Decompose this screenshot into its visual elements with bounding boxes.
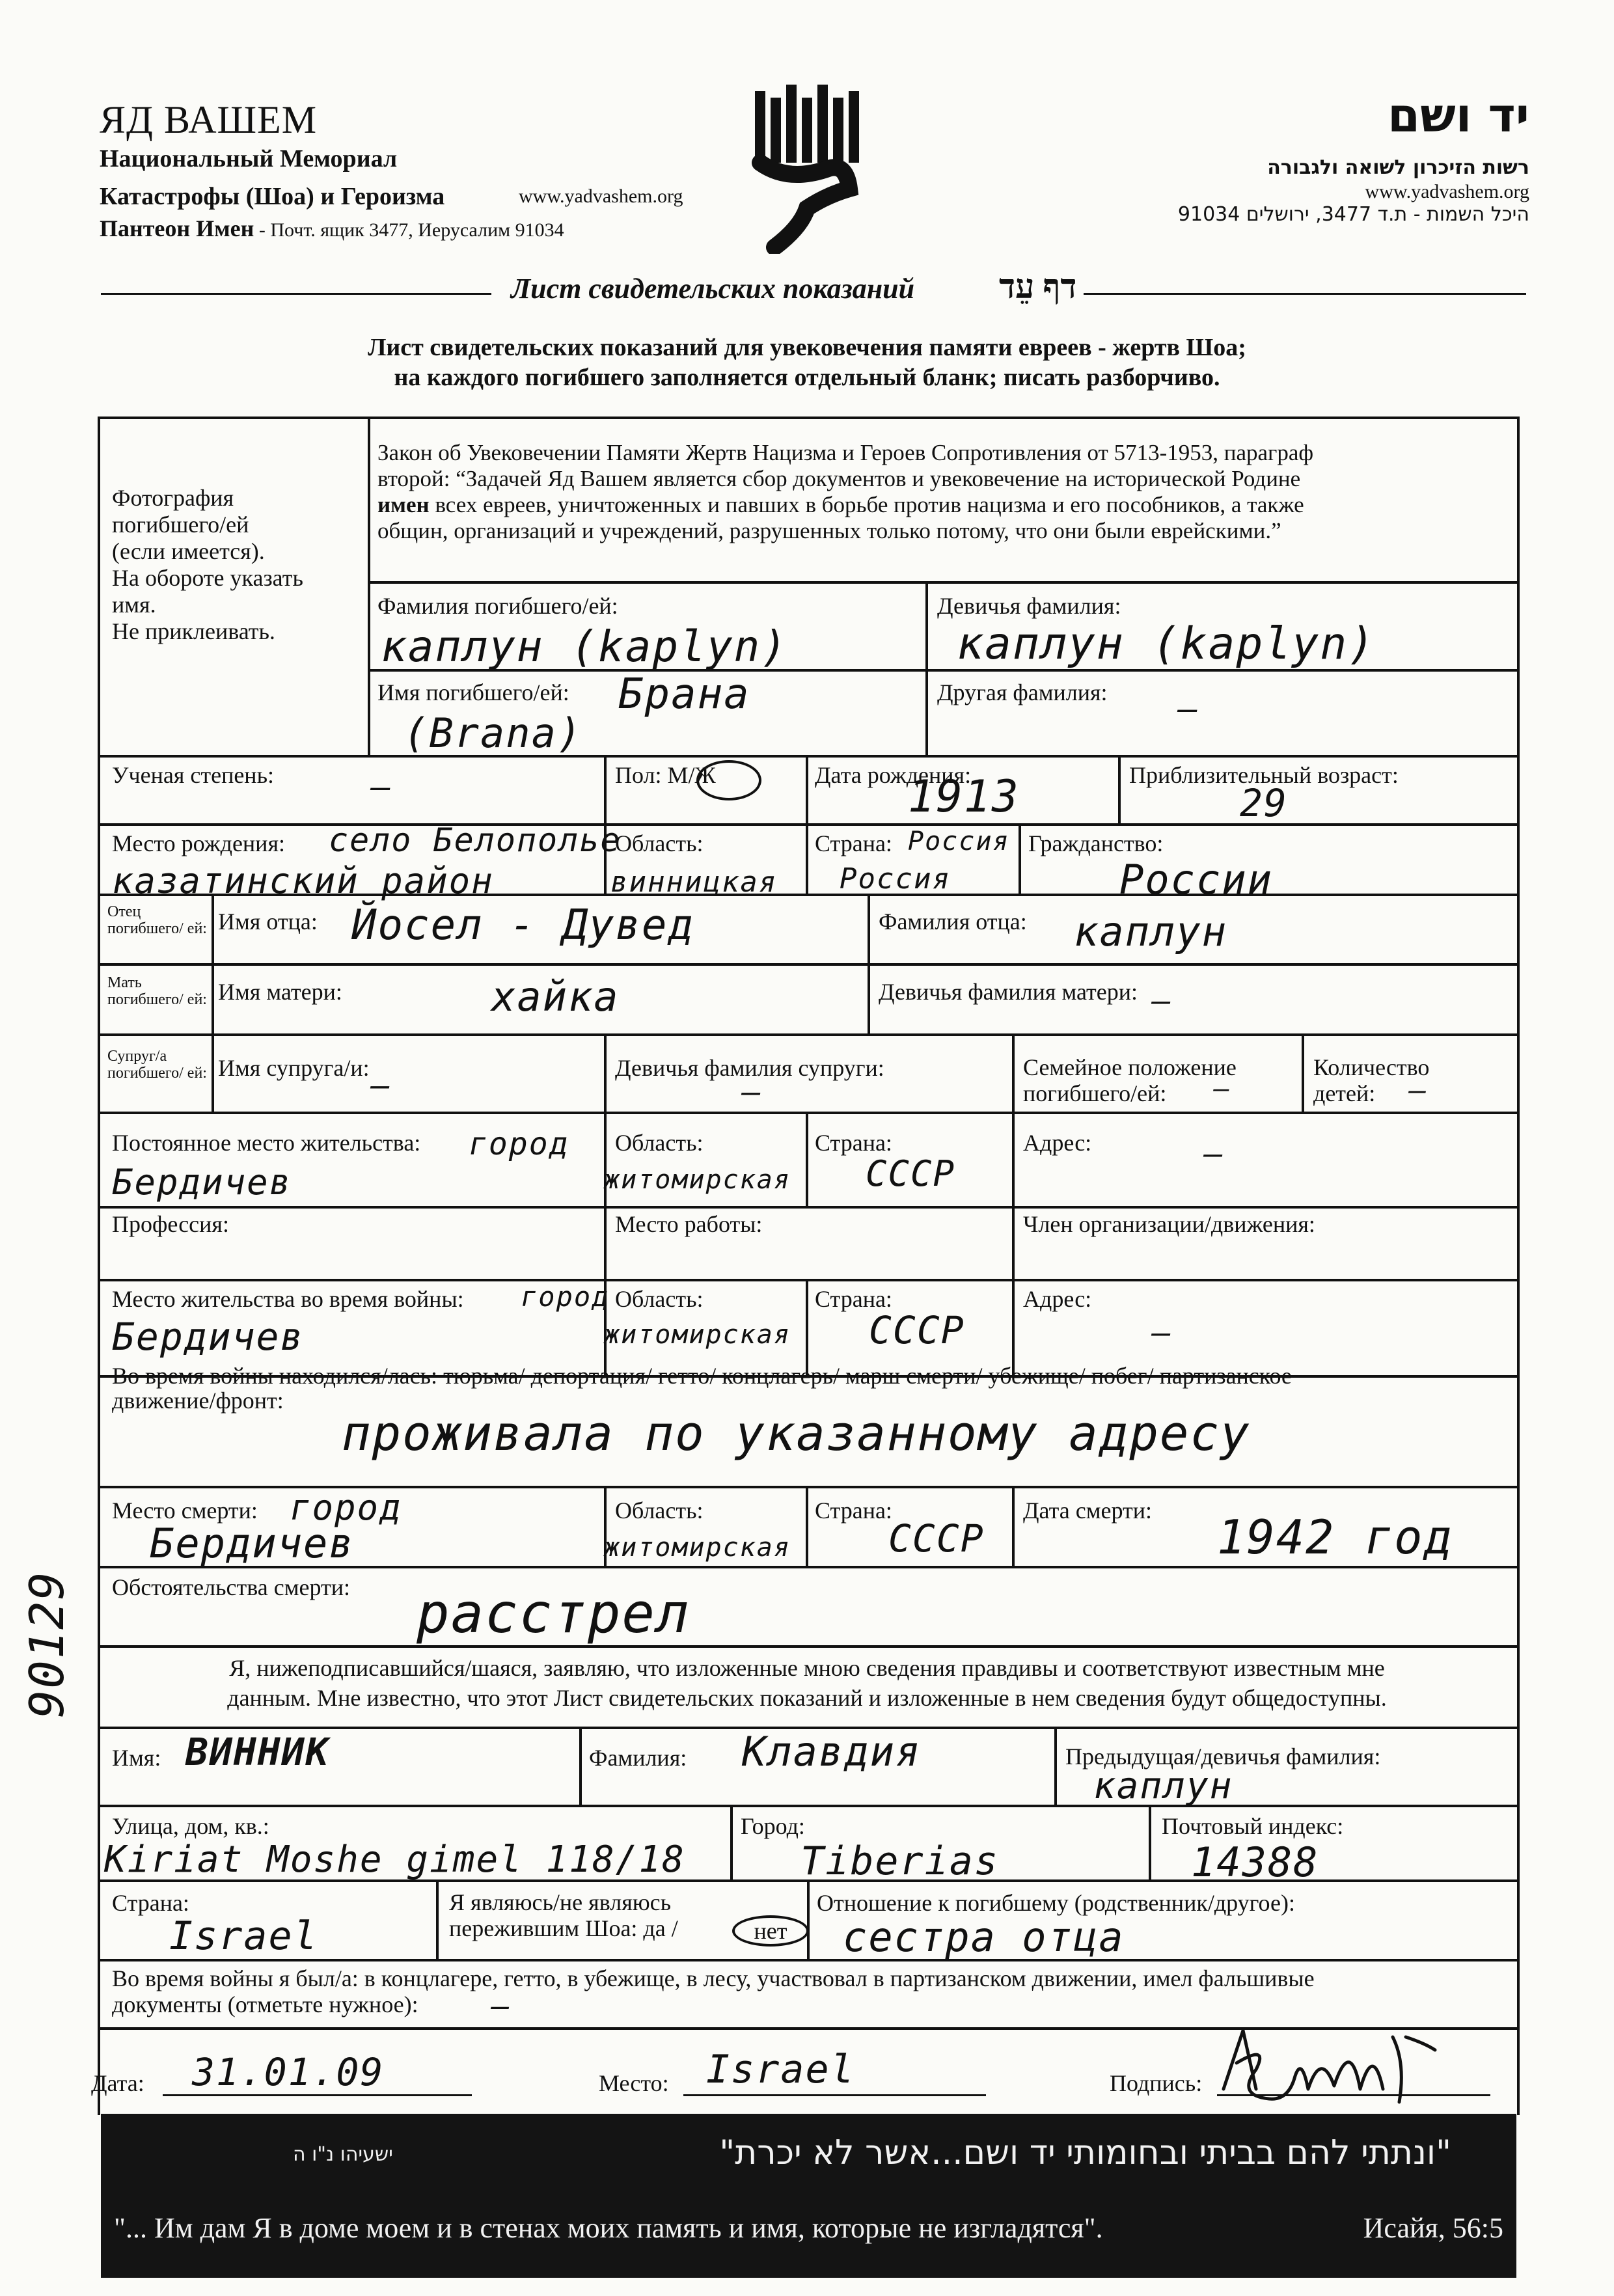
signature-label: Подпись:: [1110, 2070, 1203, 2096]
declaration-text: [0, 1653, 1614, 1713]
birth-region-value: винницкая: [610, 866, 778, 899]
date-value: 31.01.09: [192, 2050, 385, 2094]
postal-address-ru: - Почт. ящик 3477, Иерусалим 91034: [254, 219, 564, 241]
org-name-ru: ЯД ВАШЕМ: [100, 98, 318, 141]
submitter-name-label: Имя:: [112, 1745, 161, 1771]
title-rule-right: [1084, 293, 1526, 295]
declaration-line-1: Я, нижеподписавшийся/шаяся, заявляю, что изложенные мною сведения правдивы и соответствуют известным мне: [229, 1655, 1385, 1681]
residence-region-value: житомирская: [604, 1165, 791, 1195]
survivor-label-2: пережившим Шоа: да /: [449, 1915, 678, 1941]
death-country-label: Страна:: [815, 1497, 892, 1524]
survivor-choice-circle: нет: [732, 1915, 809, 1947]
mother-maiden-label: Девичья фамилия матери:: [879, 979, 1138, 1005]
membership-label: Член организации/движения:: [1023, 1211, 1315, 1237]
residence-address-value: —: [1204, 1136, 1224, 1172]
birth-country-value-1: Россия: [908, 827, 1010, 856]
sex-selected-circle: [696, 760, 761, 800]
dob-label: Дата рождения:: [815, 762, 972, 788]
birthplace-value-1: село Белопольe: [329, 821, 622, 859]
war-residence-city-value: Бердичев: [112, 1315, 305, 1359]
war-address-value: —: [1152, 1315, 1172, 1351]
law-line-3-text: всех евреев, уничтоженных и павших в борьбе против нацизма и его пособников, а также: [429, 492, 1304, 517]
survivor-label-1: Я являюсь/не являюсь: [449, 1889, 672, 1915]
photo-note-line-6: Не приклеивать.: [112, 618, 275, 644]
place-value: Israel: [706, 2047, 855, 2092]
firstname-label: Имя погибшего/ей:: [377, 679, 569, 705]
death-date-label: Дата смерти:: [1023, 1497, 1153, 1524]
photo-note-line-1: Фотография: [112, 485, 234, 511]
catastrophe-name-ru: Катастрофы (Шоа) и Героизма: [100, 183, 445, 210]
memorial-name-ru: Национальный Мемориал: [100, 145, 398, 172]
footer-hebrew-ref: ישעיהו נ"ו ה: [293, 2143, 393, 2166]
maiden-value: каплун (kaplyn): [957, 618, 1376, 670]
subtitle-line-2: на каждого погибшего заполняется отдельный бланк; писать разборчиво.: [394, 364, 1220, 391]
birth-country-label: Страна:: [815, 830, 892, 856]
mother-name-value: хайка: [491, 973, 620, 1020]
submitter-country-label: Страна:: [112, 1890, 189, 1916]
death-place-city-value: Бердичев: [150, 1520, 355, 1567]
maiden-label: Девичья фамилия:: [937, 593, 1121, 619]
war-country-label: Страна:: [815, 1286, 892, 1312]
spouse-maiden-label: Девичья фамилия супруги:: [615, 1055, 884, 1081]
declaration-line-2: данным. Мне известно, что этот Лист свидетельских показаний и изложенные в нем сведения будут общедоступны.: [227, 1685, 1387, 1711]
date-label: Дата:: [91, 2070, 144, 2096]
place-label: Место:: [599, 2070, 669, 2096]
war-country-value: СССР: [869, 1308, 965, 1352]
profession-label: Профессия:: [112, 1211, 229, 1237]
pantheon-name-ru: Пантеон Имен: [100, 215, 254, 241]
signature-drawing: [1210, 2024, 1445, 2109]
margin-number: 90129: [20, 1570, 74, 1718]
other-surname-value: —: [1178, 690, 1199, 728]
father-name-label: Имя отца:: [218, 909, 318, 935]
spouse-maiden-value: —: [742, 1074, 762, 1110]
submitter-surname-value: Клавдия: [742, 1728, 922, 1775]
submitter-prev-surname-value: каплун: [1093, 1765, 1233, 1807]
zip-value: 14388: [1191, 1838, 1319, 1886]
death-date-value: 1942 год: [1217, 1510, 1453, 1565]
subtitle-line-1: Лист свидетельских показаний для увековечения памяти евреев - жертв Шоа;: [368, 334, 1246, 361]
father-surname-label: Фамилия отца:: [879, 909, 1027, 935]
form-title-ru: Лист свидетельских показаний: [511, 273, 915, 305]
footer-hebrew-quote: "ונתתי להם בביתי ובחומותי יד ושם...אשר לא יכרת": [719, 2133, 1451, 2172]
wartime-value: —: [491, 1988, 511, 2023]
war-situation-label-2: движение/фронт:: [112, 1387, 284, 1414]
date-underline: [163, 2094, 472, 2096]
war-address-label: Адрес:: [1023, 1286, 1092, 1312]
death-circumstances-label: Обстоятельства смерти:: [112, 1574, 350, 1600]
submitter-prev-surname-label: Предыдущая/девичья фамилия:: [1065, 1743, 1381, 1770]
citizenship-value: России: [1119, 856, 1273, 903]
war-situation-value: проживала по указанному адресу: [342, 1406, 1251, 1462]
death-country-value: СССР: [888, 1516, 985, 1561]
mother-side-label: Мать погибшего/ ей:: [107, 974, 207, 1008]
law-line-4: общин, организаций и учреждений, разрушенных только потому, что они были еврейскими.”: [377, 518, 1281, 543]
war-region-value: житомирская: [604, 1320, 791, 1350]
footer-russian-ref: Исайя, 56:5: [1363, 2212, 1503, 2244]
footer-russian-quote: "... Им дам Я в доме моем и в стенах моих память и имя, которые не изгладятся".: [114, 2212, 1103, 2244]
yad-vashem-logo-icon: [748, 85, 866, 254]
photo-note-line-2: погибшего/ей: [112, 512, 249, 538]
residence-region-label: Область:: [615, 1130, 704, 1156]
website-ru: www.yadvashem.org: [519, 185, 683, 207]
footer-band: [101, 2114, 1516, 2278]
website-he: www.yadvashem.org: [1365, 181, 1529, 202]
law-line-1: Закон об Увековечении Памяти Жертв Нацизма и Героев Сопротивления от 5713-1953, параграф: [377, 440, 1314, 465]
children-label-2: детей:: [1313, 1080, 1376, 1106]
birthplace-value-2: казатинский район: [112, 860, 494, 901]
street-value: Kiriat Moshe gimel 118/18: [104, 1838, 685, 1881]
relation-value: сестра отца: [843, 1913, 1125, 1961]
city-value: Tiberias: [800, 1838, 999, 1884]
degree-label: Ученая степень:: [112, 762, 274, 788]
family-status-label-2: погибшего/ей:: [1023, 1080, 1167, 1106]
pantheon-line: [100, 215, 564, 242]
wartime-label: [112, 1965, 1511, 2017]
spouse-side-label: Супруг/а погибшего/ ей:: [107, 1048, 207, 1082]
residence-country-label: Страна:: [815, 1130, 892, 1156]
age-label: Приблизительный возраст:: [1129, 762, 1399, 788]
photo-note: [112, 485, 303, 645]
spouse-name-value: —: [371, 1067, 391, 1104]
death-region-value: житомирская: [604, 1533, 791, 1563]
form-title-he: דף עֵד: [999, 269, 1077, 306]
sex-label: Пол: М/Ж: [615, 762, 716, 788]
death-place-label: Место смерти:: [112, 1497, 258, 1524]
birth-region-label: Область:: [615, 830, 704, 856]
postal-address-he: היכל השמות - ת.ד 3477, ירושלים 91034: [1177, 203, 1529, 226]
age-value: 29: [1240, 781, 1288, 825]
relation-label: Отношение к погибшему (родственник/другое):: [817, 1890, 1295, 1916]
citizenship-label: Гражданство:: [1028, 830, 1164, 856]
law-names-bold: имен: [377, 492, 430, 517]
submitter-name-value: ВИННИК: [185, 1730, 330, 1774]
other-surname-label: Другая фамилия:: [937, 679, 1108, 705]
father-name-value: Йосел - Дувед: [351, 901, 694, 950]
workplace-label: Место работы:: [615, 1211, 763, 1237]
residence-country-value: СССР: [866, 1153, 956, 1194]
law-line-2: второй: “Задачей Яд Вашем является сбор документов и увековечение на исторической Родине: [377, 466, 1301, 491]
residence-type-value: город: [469, 1126, 569, 1162]
residence-city-value: Бердичев: [112, 1162, 292, 1203]
city-label: Город:: [741, 1813, 805, 1839]
residence-address-label: Адрес:: [1023, 1130, 1092, 1156]
place-underline: [683, 2094, 986, 2096]
mother-name-label: Имя матери:: [218, 979, 342, 1005]
death-circumstances-value: расстрел: [417, 1581, 691, 1645]
surname-value: каплун (kaplyn): [381, 622, 789, 672]
spouse-name-label: Имя супруга/и:: [218, 1055, 370, 1081]
war-residence-label: Место жительства во время войны:: [112, 1286, 464, 1312]
zip-label: Почтовый индекс:: [1162, 1813, 1344, 1839]
photo-note-line-3: (если имеется).: [112, 538, 265, 564]
family-status-label: [1023, 1054, 1237, 1106]
surname-label: Фамилия погибшего/ей:: [377, 593, 618, 619]
wartime-label-2: документы (отметьте нужное):: [112, 1991, 418, 2017]
submitter-country-value: Israel: [169, 1913, 318, 1959]
firstname-latin-value: (Brana): [404, 709, 583, 757]
father-surname-value: каплун: [1074, 908, 1227, 955]
photo-note-line-5: имя.: [112, 592, 156, 618]
family-status-label-1: Семейное положение: [1023, 1054, 1237, 1080]
survivor-label: [449, 1889, 678, 1941]
photo-note-line-4: На обороте указать: [112, 565, 303, 591]
firstname-value: Брана: [618, 670, 750, 718]
mother-maiden-value: —: [1152, 983, 1172, 1019]
father-side-label: Отец погибшего/ ей:: [107, 903, 207, 937]
degree-value: —: [371, 768, 392, 806]
submitter-surname-label: Фамилия:: [589, 1745, 687, 1771]
death-place-type-value: город: [290, 1487, 402, 1528]
street-label: Улица, дом, кв.:: [112, 1813, 269, 1839]
birth-country-value-2: Россия: [840, 862, 951, 895]
family-status-value: —: [1214, 1074, 1231, 1104]
war-residence-type-value: город: [521, 1281, 610, 1313]
title-rule-left: [101, 293, 491, 295]
children-value: —: [1409, 1074, 1428, 1107]
war-region-label: Область:: [615, 1286, 704, 1312]
birthplace-label: Место рождения:: [112, 830, 286, 856]
war-situation-label-1: Во время войны находился/лась: тюрьма/ депортация/ гетто/ концлагерь/ марш смерти/ убежище/ побег/ партизанское: [112, 1363, 1292, 1389]
authority-he: רשות הזיכרון לשואה ולגבורה: [1267, 156, 1529, 179]
death-region-label: Область:: [615, 1497, 704, 1524]
dob-value: 1913: [908, 771, 1020, 823]
law-text: [377, 440, 1513, 544]
children-label-1: Количество: [1313, 1054, 1430, 1080]
residence-label: Постоянное место жительства:: [112, 1130, 421, 1156]
law-line-3: [377, 492, 1513, 518]
org-name-he: יד ושם: [1387, 88, 1529, 143]
wartime-label-1: Во время войны я был/а: в концлагере, гетто, в убежище, в лесу, участвовал в партизанском движении, имел фальшивые: [112, 1965, 1315, 1991]
